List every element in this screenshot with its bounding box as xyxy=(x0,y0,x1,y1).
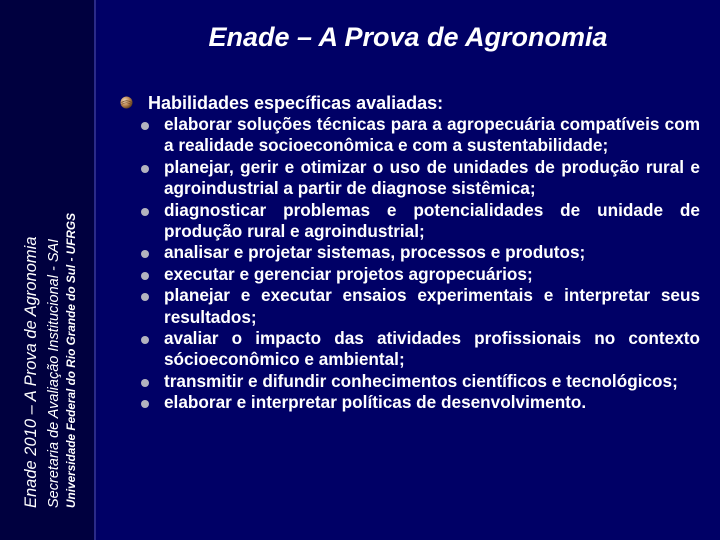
list-item: diagnosticar problemas e potencialidades de unidade de produção rural e agroindustrial; xyxy=(118,200,700,243)
list-item: elaborar e interpretar políticas de desenvolvimento. xyxy=(118,392,700,413)
bullet-dot-icon xyxy=(141,208,149,216)
list-item: planejar, gerir e otimizar o uso de unidades de produção rural e agroindustrial a partir de diagnose sistêmica; xyxy=(118,157,700,200)
bullet-dot-icon xyxy=(141,250,149,258)
bullet-dot-icon xyxy=(141,336,149,344)
bullet-dot-icon xyxy=(141,122,149,130)
slide-title: Enade – A Prova de Agronomia xyxy=(208,22,608,52)
sidebar-panel xyxy=(0,0,94,540)
section-heading xyxy=(118,92,700,114)
sidebar-event-title: Enade 2010 – A Prova de Agronomia xyxy=(22,236,40,508)
sidebar-divider xyxy=(94,0,96,540)
sphere-bullet-icon xyxy=(120,96,133,109)
sidebar-university: Universidade Federal do Rio Grande do Sul - UFRGS xyxy=(64,213,78,508)
slide-content xyxy=(118,92,700,414)
list-item: elaborar soluções técnicas para a agropecuária compatíveis com a realidade socioeconômica e com a sustentabilidade; xyxy=(118,114,700,157)
list-item: executar e gerenciar projetos agropecuários; xyxy=(118,264,700,285)
list-item: transmitir e difundir conhecimentos científicos e tecnológicos; xyxy=(118,371,700,392)
bullet-dot-icon xyxy=(141,379,149,387)
skills-list xyxy=(118,114,700,414)
list-item: analisar e projetar sistemas, processos e produtos; xyxy=(118,242,700,263)
sidebar-department: Secretaria de Avaliação Institucional - SAI xyxy=(46,238,62,508)
section-heading-text: Habilidades específicas avaliadas: xyxy=(148,93,444,113)
list-item: avaliar o impacto das atividades profissionais no contexto sócioeconômico e ambiental; xyxy=(118,328,700,371)
bullet-dot-icon xyxy=(141,272,149,280)
list-item: planejar e executar ensaios experimentais e interpretar seus resultados; xyxy=(118,285,700,328)
bullet-dot-icon xyxy=(141,165,149,173)
bullet-dot-icon xyxy=(141,293,149,301)
bullet-dot-icon xyxy=(141,400,149,408)
